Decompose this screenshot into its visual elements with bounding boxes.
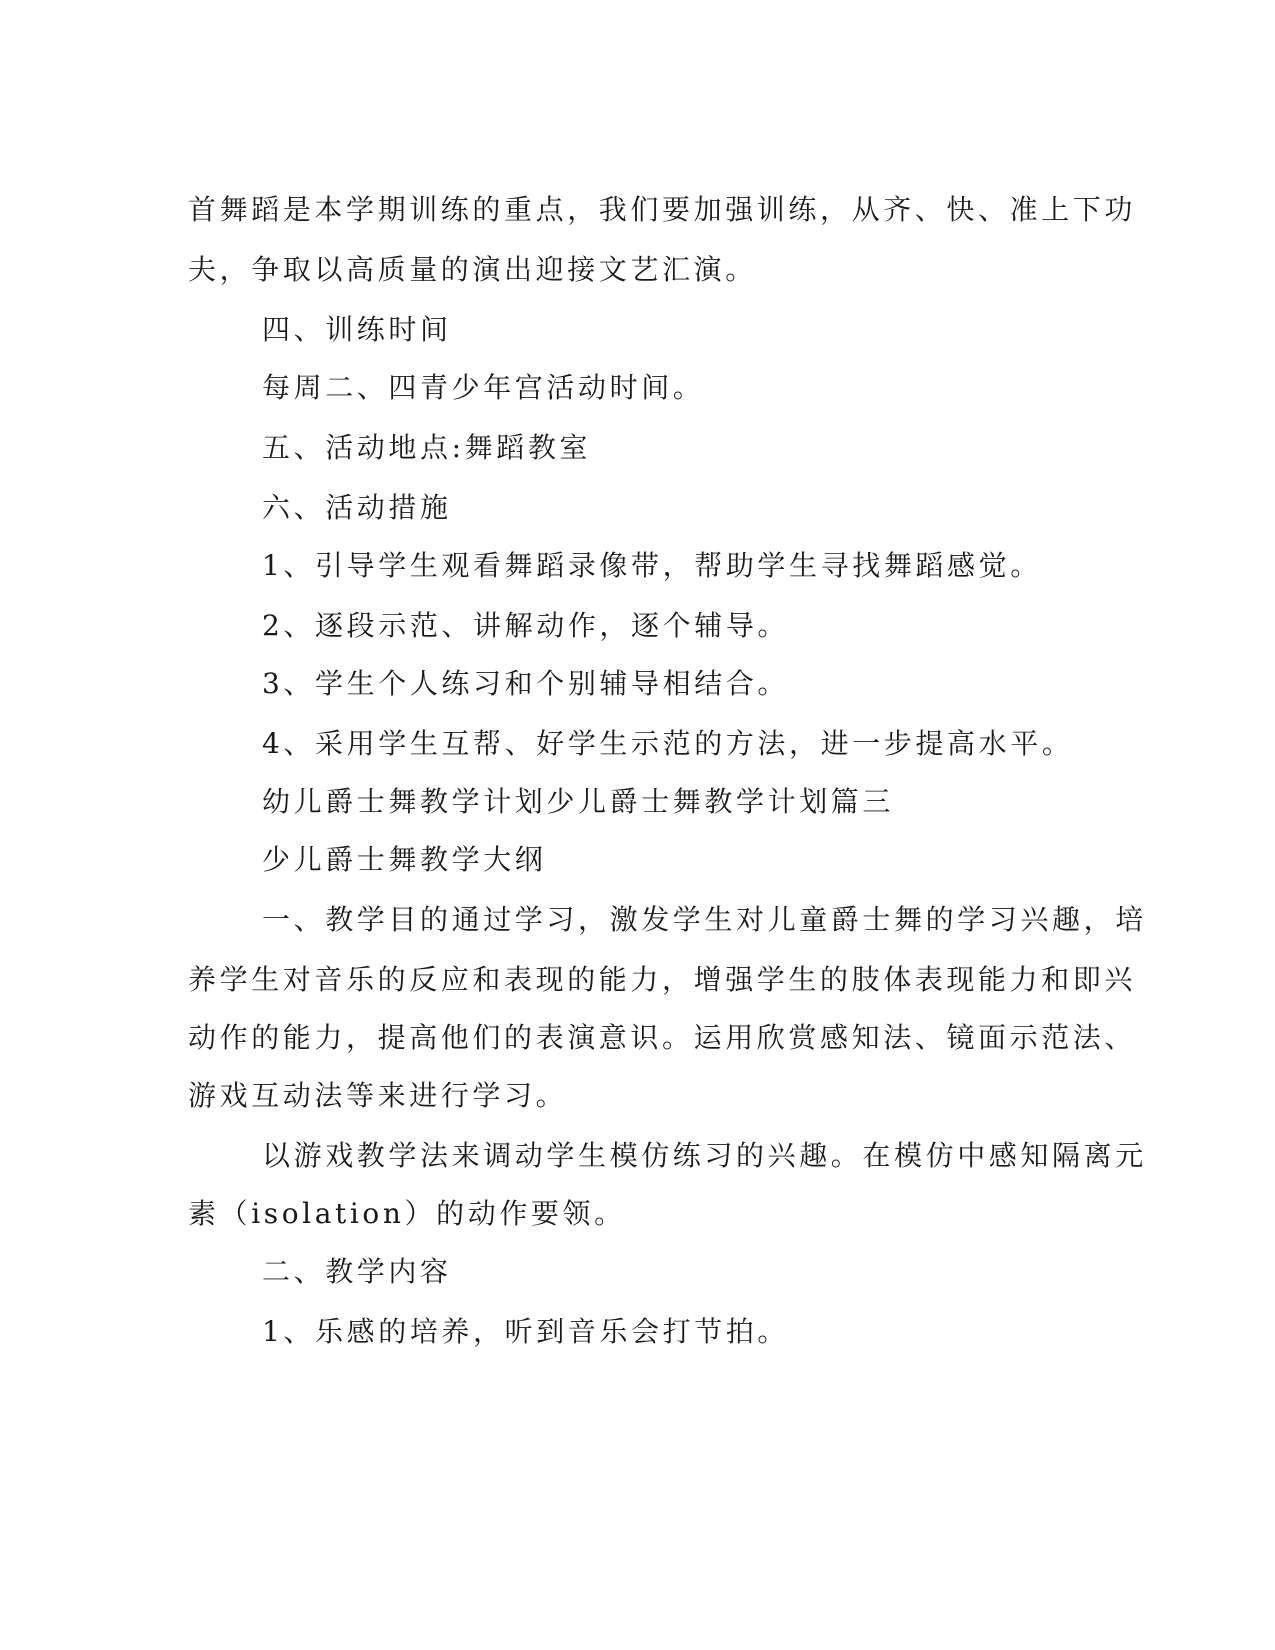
list-item: 1、引导学生观看舞蹈录像带，帮助学生寻找舞蹈感觉。 [262,549,1042,582]
document-subtitle: 少儿爵士舞教学大纲 [262,843,547,876]
text-line: 动作的能力，提高他们的表演意识。运用欣赏感知法、镜面示范法、 [188,1021,1137,1054]
text-line: 一、教学目的通过学习，激发学生对儿童爵士舞的学习兴趣，培 [262,903,1147,936]
section-heading: 二、教学内容 [262,1255,452,1288]
section-heading: 四、训练时间 [262,313,452,346]
list-item: 1、乐感的培养，听到音乐会打节拍。 [262,1315,790,1348]
list-item: 2、逐段示范、讲解动作，逐个辅导。 [262,609,790,642]
section-heading: 五、活动地点:舞蹈教室 [262,431,592,464]
list-item: 4、采用学生互帮、好学生示范的方法，进一步提高水平。 [262,727,1074,760]
document-title: 幼儿爵士舞教学计划少儿爵士舞教学计划篇三 [262,785,895,818]
text-line: 以游戏教学法来调动学生模仿练习的兴趣。在模仿中感知隔离元 [262,1139,1147,1172]
text-line: 养学生对音乐的反应和表现的能力，增强学生的肢体表现能力和即兴 [188,963,1137,996]
text-line: 每周二、四青少年宫活动时间。 [262,371,705,404]
text-line: 夫，争取以高质量的演出迎接文艺汇演。 [188,253,757,286]
text-line: 首舞蹈是本学期训练的重点，我们要加强训练，从齐、快、准上下功 [188,193,1137,226]
text-line: 游戏互动法等来进行学习。 [188,1079,568,1112]
text-line: 素（isolation）的动作要领。 [188,1197,626,1230]
section-heading: 六、活动措施 [262,491,452,524]
list-item: 3、学生个人练习和个别辅导相结合。 [262,667,790,700]
